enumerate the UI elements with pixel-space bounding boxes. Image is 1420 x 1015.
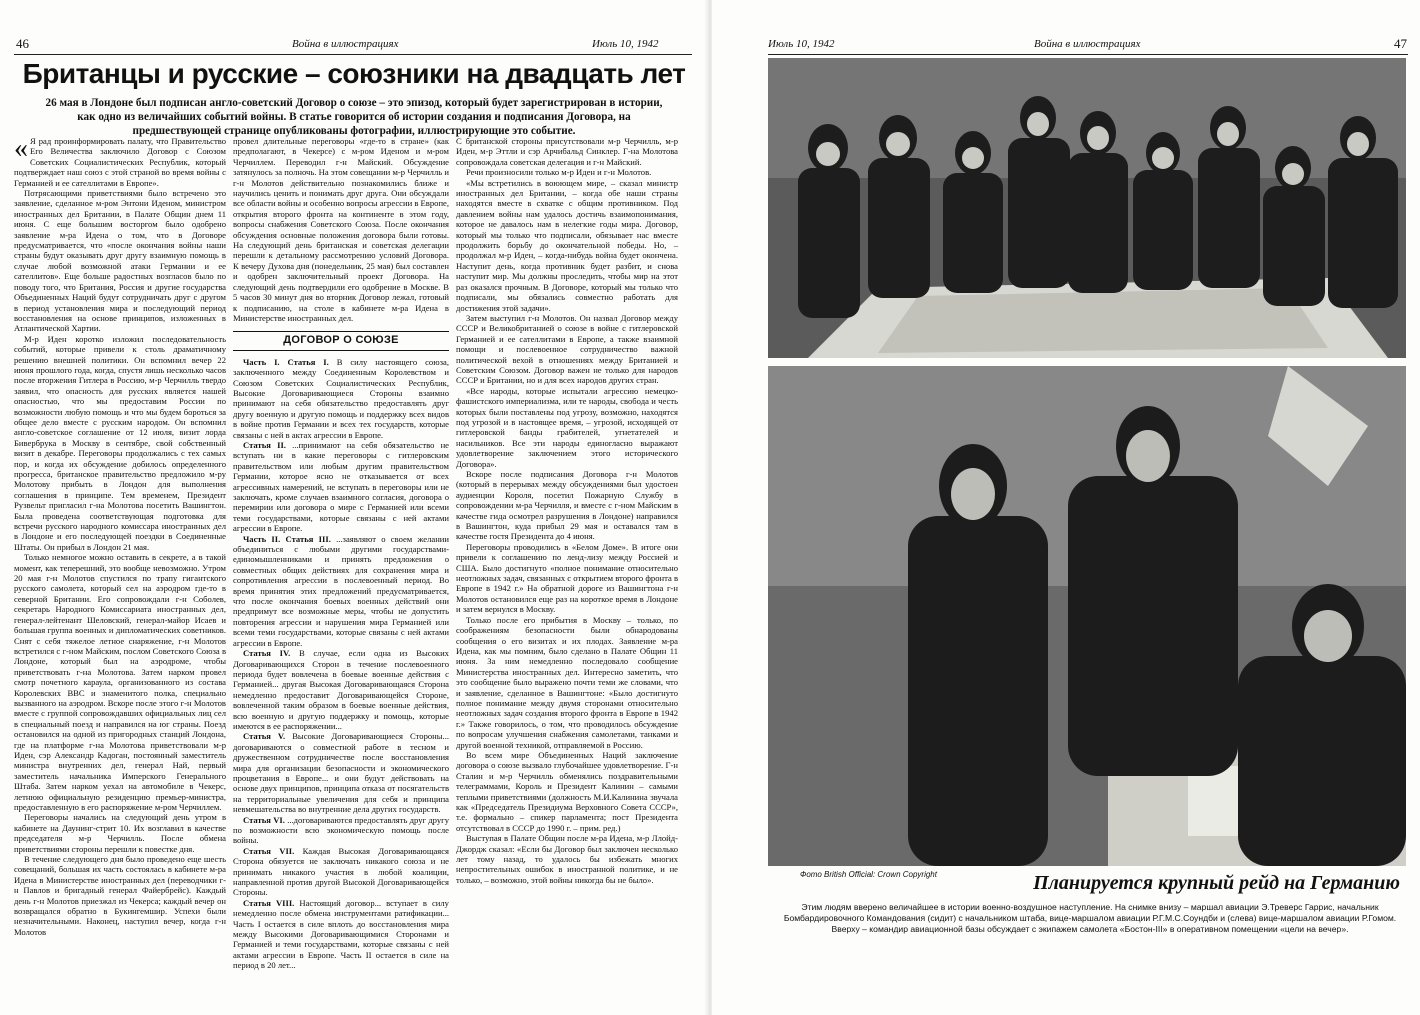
paragraph: Потрясающими приветствиями было встречено это заявление, сделанное м-ром Энтони Иденом, министром иностранных дел Британии, в Палате Общин днем 11 июня. С еще большим восторгом было одобрено заявление м-ра Идена о том, что в Договоре предусматривается, что «после окончания войны наши страны будут оказывать друг другу взаимную помощь в случае любой возможной атаки Германии и ее сателлитов». Еще больше радостных возгласов было по поводу того, что Британия, Россия и другие государства Объединенных Наций будут сотрудничать друг с другом в период установления мира и последующий период восстановления на основе принципов, изложенных в Атлантической Хартии. xyxy=(14,188,226,334)
paragraph: М-р Иден коротко изложил последовательность событий, которые привели к столь драматичному решению внешней политики. Он вспомнил вечер 22 июня прошлого года, когда, спустя лишь несколько часов после вторжения Гитлера в Россию, м-р Черчилль твердо заявил, что опасность для русских является нашей опасностью, что мы предоставим России по возможности любую помощь и что мы будем бороться за общее дело вместе с русским народом. Он вспомнил англо-советское соглашение от 12 июля, визит лорда Бивербрука в Москву в сентябре, свой собственный визит в декабре. Переговоры продолжались с тех самых пор, и когда их обсуждение добилось определенного прогресса, британское правительство предложило м-ру Молотову прибыть в Лондон для выполнения соглашения в принципе. Тем временем, Президент Рузвельт пригласил г-на Молотова посетить Вашингтон. Была проведена соответствующая подготовка для встречи русского народного комиссара иностранных дел в Лондоне и его последующей поездки в Соединенные Штаты. Он прибыл в Лондон 21 мая. xyxy=(14,333,226,552)
paragraph: Переговоры начались на следующий день утром в кабинете на Даунинг-стрит 10. Их возглавил в качестве председателя м-р Черчилль. После обмена приветствиями стороны перешли к повестке дня. xyxy=(14,812,226,854)
paragraph: «Мы встретились в воюющем мире, – сказал министр иностранных дел Британии, – когда обе наши страны находятся вместе в схватке с общим противником. Под давлением войны нам удалось достичь взаимопонимания, которое не давалось нам в нелегкие годы мира. Договор, который мы только что подписали, обязывает нас вместе продолжить борьбу до окончательной победы. Но, – продолжал м-р Иден, – когда-нибудь война будет окончена. Наступит день, когда противник будет разбит, и снова наступит мир. Мы должны проследить, чтобы мир на этот раз оказался прочным. В Договоре, который мы только что подписали, мы обязались совместно работать для достижения этой задачи». xyxy=(456,177,678,313)
paragraph: Только немногое можно оставить в секрете, а в такой момент, как теперешний, это вообще невозможно. Утром 20 мая г-н Молотов спустился по трапу гигантского русского самолета, который сел на аэродром где-то в северной Британии. Его сопровождали г-н Соболев, секретарь Народного Комиссариата иностранных дел, генерал-лейтенант Шеловский, генерал-майор Исаев и большая группа военных и дипломатических советников. Снят с себя тяжелое летное снаряжение, г-н Молотов встретился с г-ном Майским, послом Советского Союза в Лондоне, который был на аэродроме, чтобы приветствовать г-на Молотова. Затем нарком провел смотр почетного караула, организованного из состава Королевских ВВС и знаменитого полка, специально вызванного на аэродром. Вскоре после этого г-н Молотов вместе с группой сопровождавших официальных лиц сел в специальный поезд и направился на юг страны. Поезд остановился на одной из пригородных станций Лондона, где на платформе г-на Молотова приветствовали м-р Иден, сэр Александр Кадоган, постоянный заместитель министра внутренних дел, генерал Най, первый заместитель начальника Имперского Генерального Штаба. Затем нарком уехал на автомобиле в Чекерс, летнюю официальную резиденцию премьер-министра, предоставленную в его распоряжение м-ром Черчиллем. xyxy=(14,552,226,812)
treaty-article-label: Статья VI. xyxy=(243,814,285,825)
article-headline: Британцы и русские – союзники на двадцать лет xyxy=(22,58,686,89)
paragraph: « Я рад проинформировать палату, что Правительство Его Величества заключило Договор с Союзом Советских Социалистических Республик, который подтверждает наш союз с этой страной во время войны с Германией и ее сателлитами в Европе». xyxy=(14,133,226,188)
photo-air-marshals-illustration xyxy=(768,366,1406,866)
treaty-article: Статья VI. ...договариваются предоставлять друг другу по возможности всю экономическую помощь после войны. xyxy=(233,814,449,846)
paragraph: провел длительные переговоры «где-то в стране» (как предполагают, в Чекерсе) с м-ром Иденом и м-ром Черчиллем. Переводил г-н Майский. Обсуждение затянулось за полночь. На этом совещании м-р Черчилль и г-н Молотов действительно познакомились ближе и научились ценить и понимать друг друга. Они обсуждали все области войны и особенно вопросы агрессии в Европе, открытия второго фронта на континенте в этом году, вопросы снабжения Советского Союза. После окончания обсуждения основные положения договора были готовы. На следующий день британская и советская делегации перешли к детальному рассмотрению условий Договора. К вечеру Духова дня (понедельник, 25 мая) был составлен и одобрен заключительный проект Договора. На следующий день подтвердили его одобрение в Москве. В 5 часов 30 минут дня во вторник Договор лежал, готовый к подписанию, на столе в кабинете м-ра Идена в Министерстве иностранных дел. xyxy=(233,136,450,323)
treaty-article-label: Часть I. Статья I. xyxy=(243,356,329,367)
left-page xyxy=(0,0,708,1015)
treaty-article-label: Статья IV. xyxy=(243,648,291,659)
treaty-article: Часть II. Статья III. ...заявляют о своем желании объединиться с любыми другими государствами-единомышленниками и принять предложения о совместных общих действиях для сохранения мира и сопротивления агрессии в послевоенный период. Во время принятия этих предложений предусматривается, что после окончания боевых военных действий они предпримут все возможные меры, чтобы не допустить повторения агрессии и нарушения мира Германией или всеми теми государствами, которые связаны с ней актами агрессии в Европе. xyxy=(233,533,450,648)
paragraph: Речи произносили только м-р Иден и г-н Молотов. xyxy=(466,167,652,178)
treaty-article: Статья II. ...принимают на себя обязательство не вступать ни в какие переговоры с гитлеровским правительством или любым другим правительством Германии, которое ясно не отказывается от всех агрессивных намерений, не вступать в переговоры или не заключать, кроме случаев взаимного согласия, договора о перемирии или договора о мире с Германией или всеми теми государствами, которые связаны с ней актами агрессии в Европе. xyxy=(233,439,449,534)
treaty-section-title: ДОГОВОР О СОЮЗЕ xyxy=(233,331,449,350)
paragraph: Выступая в Палате Общин после м-ра Идена, м-р Ллойд-Джордж сказал: «Если бы Договор был заключен несколько лет тому назад, то удалось бы избежать многих непростительных ошибок в иностранной политике, и не только, – возможно, этой войны никогда бы не было». xyxy=(456,833,678,885)
treaty-article-label: Статья V. xyxy=(243,731,286,742)
treaty-article: Статья V. Высокие Договаривающиеся Стороны... договариваются о совместной работе в тесном и дружественном сотрудничестве после восстановления мира для организации безопасности и экономического процветания в Европе... и они будут действовать на основе двух принципов, принципа отказа от посягательств на территориальные увеличения для себя и принципа невмешательства во внутренние дела других государств. xyxy=(233,731,449,815)
paragraph: С британской стороны присутствовали м-р Черчилль, м-р Иден, м-р Эттли и сэр Арчибальд Синклер. Г-на Молотова сопровождала советская делегация и г-н Майский. xyxy=(456,136,678,167)
treaty-article-label: Статья II. xyxy=(243,439,286,450)
photo-briefing-room xyxy=(768,58,1406,358)
article-column-2 xyxy=(233,136,450,971)
treaty-article: Статья VIII. Настоящий договор... вступает в силу немедленно после обмена инструментами ратификации... Часть I остается в силе вплоть до восстановления мира между Высокими Договаривающимися Сторонами и Германией и теми государствами, которые связаны с ней актами агрессии в Европе. Часть II остается в силе на период в 20 лет... xyxy=(233,897,449,971)
treaty-article: Статья IV. В случае, если одна из Высоких Договаривающихся Сторон в течение послевоенного периода будет вовлечена в боевые военные действия с Германией... другая Высокая Договаривающаяся Сторона немедленно предоставит Договаривающейся Стороне, вовлеченной таким образом в боевые военные действия, всю военную и другую поддержку и помощь, которые имеются в ее распоряжении... xyxy=(233,648,449,731)
article-column-1 xyxy=(14,133,226,960)
treaty-article: Статья VII. Каждая Высокая Договаривающаяся Сторона обязуется не заключать никакого союза и не принимать никакого участия в любой коалиции, направленной против другой Высокой Договаривающейся Стороны. xyxy=(233,845,449,898)
running-title-right: Война в иллюстрациях xyxy=(1034,38,1141,50)
caption-headline: Планируется крупный рейд на Германию xyxy=(1033,872,1400,894)
running-title-left: Война в иллюстрациях xyxy=(292,38,399,50)
treaty-article-label: Статья VIII. xyxy=(243,897,295,908)
issue-date-left: Июль 10, 1942 xyxy=(592,38,659,50)
paragraph: В течение следующего дня было проведено еще шесть совещаний, большая их часть состоялась в кабинете м-ра Идена в Министерстве иностранных дел (переводчики г-н Павлов и бригадный генерал Файербрейс). Каждый день г-н Молотов приезжал из Чекерса; каждый вечер он возвращался обратно в Букингемшир. Успехи были незначительными. Наконец, наступил вечер, когда г-н Молотов xyxy=(14,854,226,937)
opening-quote-mark: « xyxy=(14,133,28,164)
header-rule-left xyxy=(14,54,692,55)
treaty-article-label: Часть II. Статья III. xyxy=(243,533,331,544)
photo-air-marshals xyxy=(768,366,1406,866)
issue-date-right: Июль 10, 1942 xyxy=(768,38,835,50)
page-number-left: 46 xyxy=(16,36,29,51)
paragraph: Во всем мире Объединенных Наций заключение договора о союзе вызвало глубочайшее удовлетворение. Г-н Сталин и м-р Черчилль обменялись поздравительными телеграммами, Король и Президент Калинин – самыми теплыми приветствиями (должность М.И.Калинина звучала как «Председатель Президиума Верховного Совета СССР», т.е. формально – спикер парламента; пост Президента отсутствовал в СССР до 1990 г. – прим. ред.) xyxy=(456,749,678,833)
paragraph: Затем выступил г-н Молотов. Он назвал Договор между СССР и Великобританией о союзе в войне с гитлеровской Германией и ее сателлитами в Европе, а также взаимной помощи и послевоенное сотрудничество важной политической вехой в отношениях между Британией и Советским Союзом. Договор важен не только для народов СССР и Британии, но и для всех народов других стран. xyxy=(456,312,678,386)
article-lede: 26 мая в Лондоне был подписан англо-советский Договор о союзе – это эпизод, который будет зарегистрирован в истории, как одно из величайших событий войны. В статье говорится об истории создания и подписания Договора, на предшествующей странице опубликованы фотографии, иллюстрирующие это событие. xyxy=(45,97,663,137)
page-number-right: 47 xyxy=(1394,36,1407,51)
header-rule-right xyxy=(768,54,1408,55)
article-column-3 xyxy=(456,136,678,960)
paragraph: «Все народы, которые испытали агрессию немецко-фашистского империализма, или те народы, свобода и честь которых были поставлены под угрозу, возможно, находятся под угрозой и в настоящее время, – угрозой, исходящей от гитлеровской банды грабителей, угнетателей и насильников. Все эти народы единогласно выражают удовлетворение заключением этого исторического Договора». xyxy=(456,385,678,469)
paragraph: Вскоре после подписания Договора г-н Молотов (который в перерывах между обсуждениями был удостоен аудиенции Короля, посетил Пожарную Службу в сопровождении м-ра Черчилля, и вместе с г-ном Майским в качестве гида осмотрел разрушения в Лондоне) направился в Вашингтон, куда прибыл 29 мая и оставался там в качестве гостя Президента до 4 июня. xyxy=(456,469,678,542)
paragraph: Переговоры проводились в «Белом Доме». В итоге они привели к соглашению по ленд-лизу между Россией и США. Было достигнуто «полное понимание относительно неотложных задач, связанных с открытием второго фронта в Европе в 1942 г.» На обратной дороге из Вашингтона г-н Молотов остановился еще раз на короткое время в Лондоне и затем вернулся в Москву. xyxy=(456,541,678,615)
treaty-article: Часть I. Статья I. В силу настоящего союза, заключенного между Соединенным Королевством и Союзом Советских Социалистических Республик, Высокие Договаривающиеся Стороны взаимно принимают на себя обязательство предоставлять друг другу военную и другую помощь и поддержку всех видов в войне против Германии и всех тех государств, которые связаны с ней в актах агрессии в Европе. xyxy=(233,356,449,440)
photo-caption: Этим людям вверено величайшее в истории военно-воздушное наступление. На снимке внизу – маршал авиации Э.Треверс Гаррис, начальник Бомбардировочного Командования (сидит) с начальником штаба, вице-маршалом авиации Р.Г.М.С.Соундби и (слева) вице-маршалом авиации Р.Гомом. Вверху – командир авиационной базы обсуждает с экипажем самолета «Бостон-III» в оперативном помещении «цели на вечер». xyxy=(783,902,1397,934)
treaty-article-label: Статья VII. xyxy=(243,845,295,856)
photo-credit: Фото British Official: Crown Copyright xyxy=(800,870,937,879)
paragraph: Только после его прибытия в Москву – только, по соображениям безопасности были обнародованы сообщения о его визитах и их плодах. Заявление м-ра Идена, как мы помним, было сделано в Палате Общин 11 июня. За ним немедленно последовало сообщение Министерства иностранных дел. Интересно заметить, что это сообщение было выражено почти теми же словами, что и заявление, сделанное в Вашингтоне: «Было достигнуто полное понимание между двумя сторонами относительно неотложных задач создания второго фронта в Европе в 1942 г.» Также говорилось, о том, что проводилось обсуждение по вопросам улучшения снабжения самолетами, танками и другой военной техникой, отправляемой в Россию. xyxy=(456,614,678,750)
photo-briefing-room-illustration xyxy=(768,58,1406,358)
